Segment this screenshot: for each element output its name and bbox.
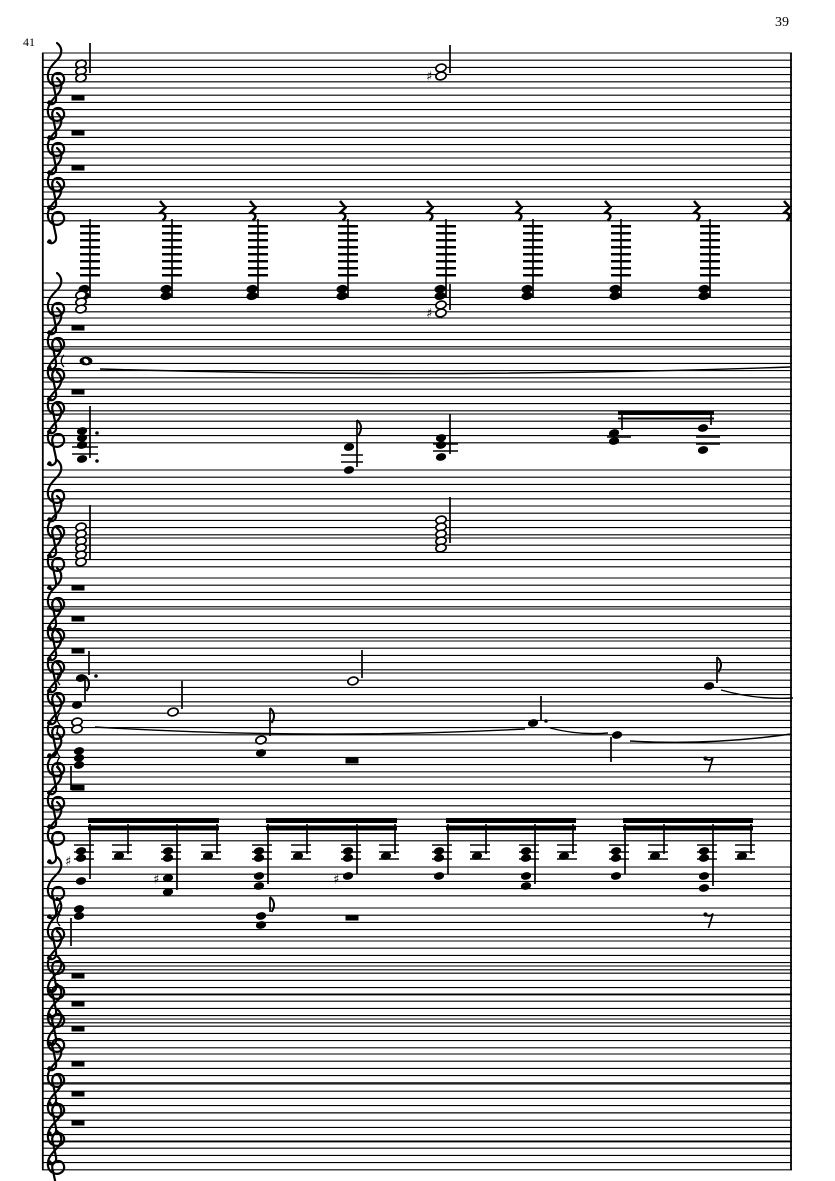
tremolo-beam	[611, 253, 631, 256]
tremolo-beam	[700, 260, 720, 263]
staff	[42, 984, 792, 1046]
treble-clef-icon	[47, 404, 64, 466]
notehead	[520, 871, 532, 881]
chord	[71, 904, 85, 946]
beam	[266, 818, 397, 831]
tremolo-figure	[434, 219, 456, 301]
staff	[42, 898, 792, 960]
tie	[61, 355, 64, 367]
staff	[42, 599, 792, 661]
notehead	[160, 291, 173, 301]
staff	[42, 308, 792, 370]
chord	[167, 681, 182, 717]
tremolo-beam	[700, 267, 720, 270]
notehead	[255, 911, 267, 921]
tremolo-beam	[338, 225, 358, 228]
notehead	[75, 853, 87, 863]
tremolo-beam	[700, 225, 720, 228]
chord	[527, 696, 548, 728]
treble-clef-icon	[47, 528, 64, 590]
notehead	[435, 308, 447, 318]
tremolo-beam	[162, 239, 182, 242]
whole-rest	[72, 648, 85, 654]
whole-rest	[72, 785, 85, 791]
notehead	[611, 730, 623, 740]
staff	[42, 931, 792, 993]
notehead	[73, 911, 85, 921]
staff	[42, 460, 792, 522]
notehead	[610, 853, 622, 863]
chord	[75, 290, 87, 314]
tremolo-beam	[248, 232, 268, 235]
beam	[623, 818, 753, 831]
notehead	[435, 71, 447, 81]
whole-rest	[72, 95, 85, 101]
staff	[42, 854, 792, 919]
quarter-rest	[340, 201, 346, 221]
staff	[42, 148, 792, 210]
notehead	[610, 871, 622, 881]
notehead	[703, 681, 715, 691]
tremolo-beam	[611, 274, 631, 277]
chord	[609, 824, 629, 881]
tremolo-beam	[248, 246, 268, 249]
staff	[42, 663, 792, 725]
whole-rest	[72, 1001, 85, 1007]
notehead	[520, 853, 532, 863]
notehead	[433, 853, 445, 863]
tie	[57, 713, 60, 725]
staff	[42, 528, 792, 590]
notehead	[255, 920, 267, 930]
notehead	[343, 442, 355, 452]
notehead	[609, 291, 622, 301]
augmentation-dot	[95, 431, 99, 435]
tremolo-beam	[523, 232, 543, 235]
tremolo-beam	[338, 260, 358, 263]
staff	[42, 182, 792, 244]
tremolo-beam	[611, 239, 631, 242]
tremolo-beam	[338, 267, 358, 270]
tremolo-figure	[246, 219, 268, 301]
tremolo-beam	[80, 253, 100, 256]
treble-clef-icon	[47, 631, 64, 693]
tremolo-beam	[80, 274, 100, 277]
sharp-icon: ♯	[426, 306, 433, 322]
tremolo-beam	[248, 239, 268, 242]
chord	[72, 406, 99, 464]
tremolo-beam	[436, 274, 456, 277]
tremolo-beam	[700, 274, 720, 277]
tremolo-figure	[78, 219, 100, 301]
tremolo-beam	[523, 267, 543, 270]
tremolo-beam	[80, 232, 100, 235]
tremolo-figure	[336, 219, 358, 301]
notehead	[76, 440, 88, 450]
notehead	[342, 871, 354, 881]
tremolo-beam	[248, 260, 268, 263]
notehead	[434, 291, 447, 301]
measure-number: 41	[23, 35, 35, 49]
staff	[42, 631, 792, 693]
notehead	[347, 676, 359, 686]
tremolo-beam	[248, 225, 268, 228]
notehead	[253, 853, 265, 863]
tremolo-beam	[338, 239, 358, 242]
notehead	[698, 291, 711, 301]
tremolo-beam	[80, 225, 100, 228]
tremolo-beam	[523, 239, 543, 242]
whole-rest	[72, 165, 85, 171]
tremolo-beam	[611, 260, 631, 263]
tremolo-beam	[436, 239, 456, 242]
tremolo-beam	[80, 239, 100, 242]
tremolo-figure	[160, 219, 182, 301]
quarter-rest	[694, 201, 700, 221]
whole-rest	[72, 389, 85, 395]
tremolo-beam	[523, 225, 543, 228]
whole-rest	[72, 1091, 85, 1097]
tremolo-beam	[611, 267, 631, 270]
sharp-icon: ♯	[426, 69, 433, 85]
notehead	[73, 760, 85, 770]
treble-clef-icon	[47, 802, 64, 864]
tremolo-beam	[248, 253, 268, 256]
notehead	[76, 454, 88, 464]
slur	[550, 728, 608, 734]
sharp-icon: ♯	[333, 872, 340, 888]
chord	[607, 415, 631, 446]
quarter-rest	[784, 201, 790, 221]
tremolo-beam	[436, 225, 456, 228]
tremolo-beam	[162, 253, 182, 256]
whole-rest	[72, 616, 85, 622]
notehead	[246, 291, 259, 301]
tremolo-beam	[700, 239, 720, 242]
notehead	[435, 440, 447, 450]
tremolo-beam	[162, 232, 182, 235]
whole-rest	[72, 130, 85, 136]
augmentation-dot	[94, 674, 98, 678]
notehead	[167, 707, 179, 717]
treble-clef-icon	[47, 1044, 64, 1106]
whole-rest	[72, 1061, 85, 1067]
whole-rest	[72, 1120, 85, 1126]
notehead	[698, 853, 710, 863]
tremolo-beam	[162, 267, 182, 270]
notehead	[336, 291, 349, 301]
quarter-rest	[250, 201, 256, 221]
notehead	[75, 876, 87, 886]
notehead	[433, 871, 445, 881]
chord	[697, 824, 717, 893]
treble-clef-icon	[47, 460, 64, 522]
tremolo-beam	[523, 253, 543, 256]
beam	[618, 411, 714, 420]
notehead	[435, 452, 447, 462]
quarter-rest	[160, 201, 166, 221]
augmentation-dot	[95, 459, 99, 463]
staff	[42, 568, 792, 630]
tremolo-beam	[248, 267, 268, 270]
whole-rest	[346, 758, 359, 764]
tremolo-beam	[611, 225, 631, 228]
tremolo-beam	[162, 274, 182, 277]
chord	[426, 45, 450, 85]
notehead	[697, 423, 709, 433]
notehead	[520, 881, 532, 891]
notehead	[527, 718, 539, 728]
tremolo-figure	[698, 219, 720, 301]
tremolo-beam	[80, 260, 100, 263]
tremolo-beam	[523, 246, 543, 249]
chord	[71, 717, 83, 734]
staff	[42, 696, 792, 758]
tremolo-beam	[436, 253, 456, 256]
notehead	[253, 871, 265, 881]
whole-rest	[346, 915, 359, 921]
whole-rest	[72, 585, 85, 591]
notehead	[698, 871, 710, 881]
notehead	[343, 465, 355, 475]
whole-rest	[72, 973, 85, 979]
sharp-icon: ♯	[153, 872, 160, 888]
staff	[42, 802, 792, 864]
whole-rest	[72, 1026, 85, 1032]
tremolo-beam	[162, 260, 182, 263]
tremolo-beam	[162, 246, 182, 249]
staff	[42, 1044, 792, 1106]
staff	[42, 372, 792, 434]
sharp-icon: ♯	[65, 854, 72, 870]
beam	[446, 818, 576, 831]
notehead	[255, 748, 267, 758]
notehead	[698, 883, 710, 893]
page-number: 39	[775, 15, 789, 30]
tremolo-beam	[611, 232, 631, 235]
chord	[71, 746, 85, 790]
tremolo-beam	[700, 253, 720, 256]
tremolo-beam	[338, 274, 358, 277]
whole-note	[80, 357, 93, 366]
beam	[88, 818, 219, 831]
notehead	[342, 853, 354, 863]
tremolo-beam	[338, 253, 358, 256]
notehead	[697, 445, 709, 455]
tremolo-beam	[700, 246, 720, 249]
quarter-rest	[605, 201, 611, 221]
notehead	[521, 291, 534, 301]
chord	[435, 497, 450, 553]
staff	[42, 496, 792, 558]
tremolo-figure	[521, 219, 543, 301]
tremolo-beam	[523, 260, 543, 263]
chord	[153, 824, 181, 897]
tremolo-figure	[609, 219, 631, 301]
tremolo-beam	[700, 232, 720, 235]
tremolo-beam	[162, 225, 182, 228]
tremolo-beam	[611, 246, 631, 249]
tremolo-beam	[436, 246, 456, 249]
chord	[75, 505, 90, 567]
tremolo-beam	[80, 246, 100, 249]
tremolo-beam	[338, 246, 358, 249]
tremolo-beam	[523, 274, 543, 277]
chord	[432, 824, 452, 881]
tremolo-beam	[436, 260, 456, 263]
tremolo-beam	[248, 274, 268, 277]
staff	[42, 1131, 792, 1181]
tremolo-beam	[436, 267, 456, 270]
tremolo-beam	[80, 267, 100, 270]
quarter-rest	[427, 201, 433, 221]
augmentation-dot	[544, 719, 548, 723]
treble-clef-icon	[47, 496, 64, 558]
tremolo-beam	[436, 232, 456, 235]
whole-rest	[72, 325, 85, 331]
notehead	[162, 853, 174, 863]
quarter-rest	[516, 201, 522, 221]
chord	[75, 43, 90, 83]
tremolo-beam	[338, 232, 358, 235]
notehead	[253, 881, 265, 891]
chord	[255, 897, 274, 930]
